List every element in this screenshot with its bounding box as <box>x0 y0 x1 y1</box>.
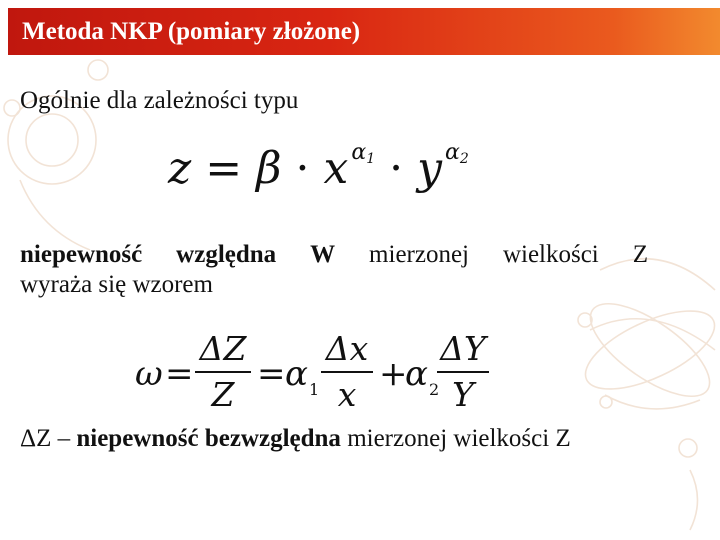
frac3-numerator: ΔY <box>440 329 486 368</box>
word-wzgledna: względna <box>176 241 277 268</box>
relative-uncertainty-formula <box>135 330 515 416</box>
formula2-equals-1: = <box>165 354 194 394</box>
word-z: Z <box>632 241 648 268</box>
bottom-bold-term: niepewność bezwzględna <box>76 425 341 452</box>
alpha1-symbol: α <box>285 354 308 394</box>
formula2-omega: ω <box>135 354 163 394</box>
paragraph-line-2: wyraża się wzorem <box>20 271 213 298</box>
formula1-alpha2-sub: 2 <box>459 151 469 167</box>
formula1-y: y <box>417 143 442 194</box>
intro-text: Ogólnie dla zależności typu <box>20 87 299 114</box>
fraction-dx-over-x <box>321 330 373 414</box>
formula1-x-exponent <box>351 140 375 165</box>
alpha2-symbol: α <box>405 354 428 394</box>
formula1-beta: β <box>256 143 282 194</box>
paragraph-line-1 <box>20 240 648 270</box>
formula1-x: x <box>323 143 349 194</box>
power-law-formula <box>168 140 469 194</box>
frac1-numerator: ΔZ <box>199 329 247 368</box>
word-niepewnosc: niepewność <box>20 241 143 268</box>
formula1-alpha1: α <box>351 140 367 165</box>
absolute-uncertainty-definition <box>20 424 571 454</box>
formula2-equals-2: = <box>257 354 286 394</box>
word-mierzonej: mierzonej <box>369 241 469 268</box>
formula1-z: z <box>168 143 192 194</box>
formula1-equals: = <box>205 143 243 194</box>
definition-paragraph <box>20 240 648 300</box>
formula2-alpha1 <box>285 354 319 399</box>
formula1-y-exponent <box>445 140 469 165</box>
frac1-denominator: Z <box>211 374 235 414</box>
alpha1-subscript: 1 <box>308 380 320 399</box>
formula1-alpha1-sub: 1 <box>366 151 376 167</box>
formula2-alpha2 <box>405 354 439 399</box>
formula2-plus: + <box>379 354 408 394</box>
title-bar <box>8 8 720 55</box>
formula1-alpha2: α <box>444 140 460 165</box>
frac3-denominator: Y <box>452 374 474 414</box>
slide-title: Metoda NKP (pomiary złożone) <box>22 18 361 45</box>
formula1-dot: · <box>295 143 310 194</box>
frac2-numerator: Δx <box>325 329 369 368</box>
fraction-dy-over-y <box>437 330 489 414</box>
word-wielkosci: wielkości <box>502 241 599 268</box>
fraction-dz-over-z <box>195 330 251 414</box>
frac2-bar <box>321 371 373 373</box>
frac3-bar <box>437 371 489 373</box>
formula1-dot2: · <box>389 143 404 194</box>
bottom-suffix: mierzonej wielkości Z <box>340 425 571 452</box>
frac2-denominator: x <box>337 374 357 414</box>
bottom-prefix: ΔZ – <box>20 425 77 452</box>
frac1-bar <box>195 371 251 373</box>
word-w: W <box>310 241 336 268</box>
alpha2-subscript: 2 <box>428 380 440 399</box>
